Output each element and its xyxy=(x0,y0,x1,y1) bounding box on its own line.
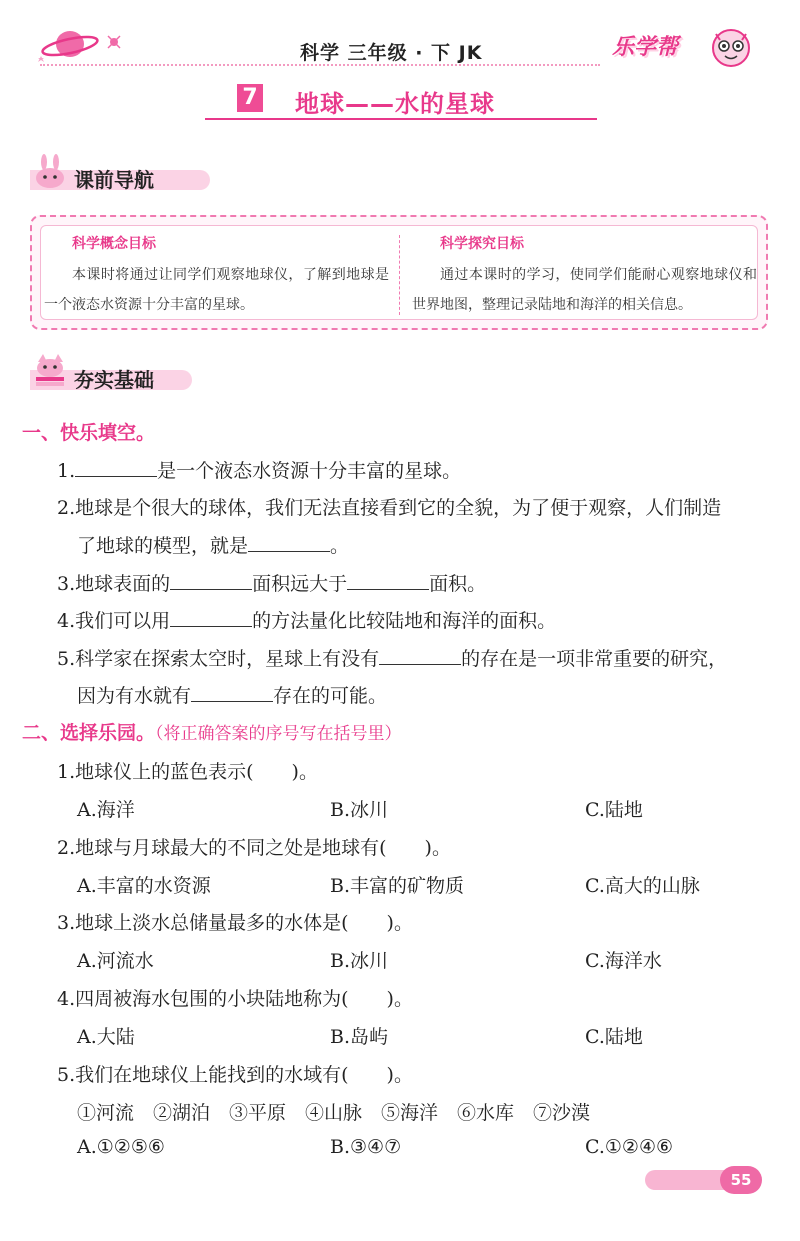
lesson-number: 7 xyxy=(237,84,263,112)
inquiry-goal-text: 通过本课时的学习，使同学们能耐心观察地球仪和世界地图，整理记录陆地和海洋的相关信息。 xyxy=(412,267,757,313)
choice-q5-option-c[interactable]: C.①②④⑥ xyxy=(585,1136,674,1158)
choice-q3-option-a[interactable]: A.河流水 xyxy=(77,950,154,972)
choice-q1-stem: 1.地球仪上的蓝色表示( )。 xyxy=(57,761,318,783)
choice-q5-option-a[interactable]: A.①②⑤⑥ xyxy=(77,1136,165,1158)
answer-blank[interactable] xyxy=(170,608,252,627)
header-title: 科学 三年级 · 下 JK xyxy=(300,42,483,64)
lesson-underline xyxy=(205,118,597,120)
fill-q5-line1: 5.科学家在探索太空时，星球上有没有 的存在是一项非常重要的研究， xyxy=(57,648,728,670)
choice-q2-option-b[interactable]: B.丰富的矿物质 xyxy=(330,875,465,897)
concept-goal-title: 科学概念目标 xyxy=(72,236,156,252)
answer-blank[interactable] xyxy=(248,533,330,552)
fill-q3: 3.地球表面的 面积远大于 面积。 xyxy=(57,573,487,595)
banner-basics-text: 夯实基础 xyxy=(74,368,154,392)
banner-prep xyxy=(30,160,215,190)
fill-q5-line2: 因为有水就有 存在的可能。 xyxy=(77,685,388,707)
section1-title: 一、快乐填空。 xyxy=(22,422,156,444)
choice-q5-option-b[interactable]: B.③④⑦ xyxy=(330,1136,402,1158)
choice-q2-option-a[interactable]: A.丰富的水资源 xyxy=(77,875,211,897)
fill-q2-line2: 了地球的模型，就是 。 xyxy=(77,535,350,557)
fill-q4: 4.我们可以用 的方法量化比较陆地和海洋的面积。 xyxy=(57,610,557,632)
brand-logo: 乐学帮 xyxy=(612,35,679,60)
choice-q1-option-c[interactable]: C.陆地 xyxy=(585,799,643,821)
concept-goal xyxy=(44,232,389,320)
answer-blank[interactable] xyxy=(347,571,429,590)
choice-q3-stem: 3.地球上淡水总储量最多的水体是( )。 xyxy=(57,912,413,934)
answer-blank[interactable] xyxy=(170,571,252,590)
choice-q4-option-c[interactable]: C.陆地 xyxy=(585,1026,643,1048)
lesson-title: 地球——水的星球 xyxy=(295,90,495,118)
answer-blank[interactable] xyxy=(191,683,273,702)
choice-q3-option-c[interactable]: C.海洋水 xyxy=(585,950,662,972)
choice-q2-stem: 2.地球与月球最大的不同之处是地球有( )。 xyxy=(57,837,451,859)
section2-title: 二、选择乐园。（将正确答案的序号写在括号里） xyxy=(22,722,402,744)
choice-q1-option-b[interactable]: B.冰川 xyxy=(330,799,389,821)
fill-q2-line1: 2.地球是个很大的球体，我们无法直接看到它的全貌，为了便于观察，人们制造 xyxy=(57,497,722,519)
choice-q5-stem: 5.我们在地球仪上能找到的水域有( )。 xyxy=(57,1064,413,1086)
choice-q1-option-a[interactable]: A.海洋 xyxy=(77,799,135,821)
choice-q4-option-a[interactable]: A.大陆 xyxy=(77,1026,135,1048)
banner-basics xyxy=(30,360,195,390)
goals-separator xyxy=(399,235,400,315)
choice-q4-option-b[interactable]: B.岛屿 xyxy=(330,1026,389,1048)
choice-q3-option-b[interactable]: B.冰川 xyxy=(330,950,389,972)
section2-note: （将正确答案的序号写在括号里） xyxy=(155,724,402,744)
cat-reading-icon xyxy=(30,352,70,390)
concept-goal-text: 本课时将通过让同学们观察地球仪，了解到地球是一个液态水资源十分丰富的星球。 xyxy=(44,267,389,313)
inquiry-goal-title: 科学探究目标 xyxy=(440,236,524,252)
bunny-icon xyxy=(30,154,70,190)
inquiry-goal xyxy=(412,232,757,320)
answer-blank[interactable] xyxy=(75,458,157,477)
header-divider xyxy=(40,64,600,66)
mascot-icon xyxy=(702,22,760,72)
choice-q5-items: ①河流 ②湖泊 ③平原 ④山脉 ⑤海洋 ⑥水库 ⑦沙漠 xyxy=(77,1102,591,1124)
page-number: 55 xyxy=(720,1166,762,1194)
banner-prep-text: 课前导航 xyxy=(74,168,154,192)
answer-blank[interactable] xyxy=(379,646,461,665)
choice-q4-stem: 4.四周被海水包围的小块陆地称为( )。 xyxy=(57,988,413,1010)
fill-q1: 1. 是一个液态水资源十分丰富的星球。 xyxy=(57,460,462,482)
choice-q2-option-c[interactable]: C.高大的山脉 xyxy=(585,875,700,897)
